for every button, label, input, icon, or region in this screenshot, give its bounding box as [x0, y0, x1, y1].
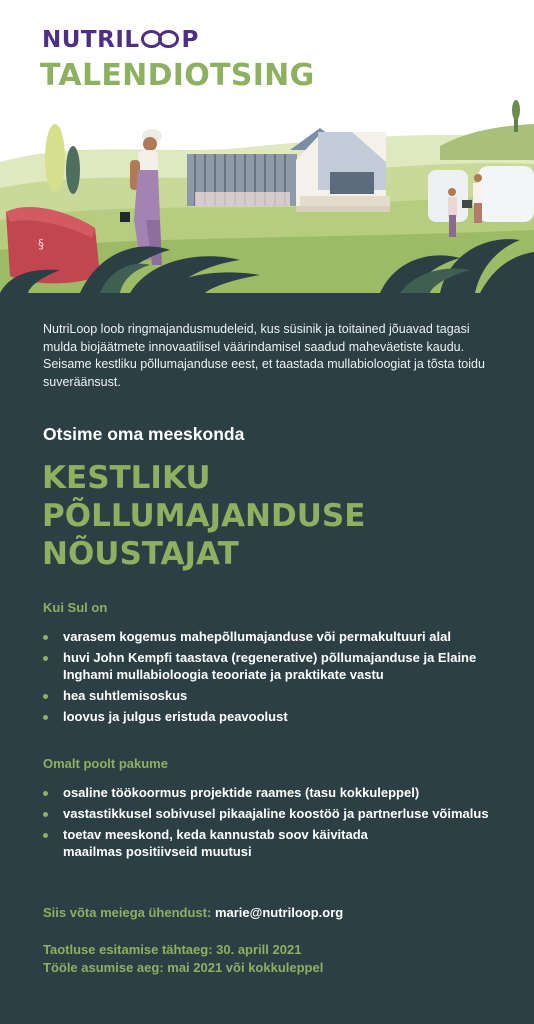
offer-heading: Omalt poolt pakume [43, 756, 168, 771]
deadline-text: Taotluse esitamise tähtaeg: 30. aprill 2021 [43, 942, 302, 957]
content-panel [0, 293, 534, 1024]
list-item-text: vastastikkusel sobivusel pikaajaline koostöö ja partnerluse võimalus [63, 806, 489, 821]
list-item [43, 785, 513, 802]
job-title-line: PÕLLUMAJANDUSE [42, 498, 366, 534]
list-item-text: loovus ja julgus eristuda peavoolust [63, 708, 288, 724]
bullet-icon [43, 635, 48, 640]
job-title-line: KESTLIKU [42, 460, 211, 496]
nutriloop-logo [42, 27, 199, 53]
list-item-text: toetav meeskond, keda kannustab soov käivitada maailmas positiivseid muutusi [63, 827, 368, 859]
logo-double-o [141, 29, 181, 49]
contact-email-link[interactable]: marie@nutriloop.org [214, 905, 344, 920]
requirements-heading: Kui Sul on [43, 600, 108, 615]
list-item [43, 806, 513, 823]
job-title-line: NÕUSTAJAT [42, 536, 239, 572]
farm-illustration [0, 100, 534, 293]
header-section [0, 0, 534, 293]
list-item [43, 709, 513, 726]
bullet-icon [43, 812, 48, 817]
bullet-icon [43, 694, 48, 699]
start-date-text: Tööle asumise aeg: mai 2021 või kokkuleppel [43, 959, 324, 975]
logo-prefix: NUTRIL [42, 27, 140, 53]
dates-block [43, 941, 323, 976]
requirements-list [43, 629, 513, 730]
list-item-text: hea suhtlemisoskus [63, 687, 188, 703]
bullet-icon [43, 791, 48, 796]
list-item [43, 650, 513, 683]
offer-list [43, 785, 513, 865]
bullet-icon [43, 833, 48, 838]
seeking-heading: Otsime oma meeskonda [43, 424, 245, 444]
logo-suffix: P [181, 27, 199, 53]
contact-line [43, 905, 343, 920]
bullet-icon [43, 656, 48, 661]
page-headline: TALENDIOTSING [40, 58, 315, 93]
svg-text:§: § [38, 237, 44, 251]
bullet-icon [43, 715, 48, 720]
list-item-text: varasem kogemus mahepõllumajanduse või permakultuuri alal [63, 629, 451, 644]
list-item [43, 629, 513, 646]
intro-paragraph: NutriLoop loob ringmajandusmudeleid, kus süsinik ja toitained jõuavad tagasi mulda biojäätmete innovaatilisel väärindamisel saadud maheväetiste kaudu. Seisame kestliku põllumajanduse eest, et taastada mullabioloogiat ja tõsta toidu suveräänsust. [43, 322, 485, 389]
list-item-text: huvi John Kempfi taastava (regenerative) põllumajanduse ja Elaine Inghami mullabioloogia teooriate ja praktikate vastu [63, 650, 477, 682]
contact-label: Siis võta meiega ühendust: [43, 905, 212, 920]
job-title [42, 459, 365, 573]
list-item [43, 827, 423, 860]
list-item [43, 688, 513, 705]
list-item-text: osaline töökoormus projektide raames (tasu kokkuleppel) [63, 785, 420, 800]
